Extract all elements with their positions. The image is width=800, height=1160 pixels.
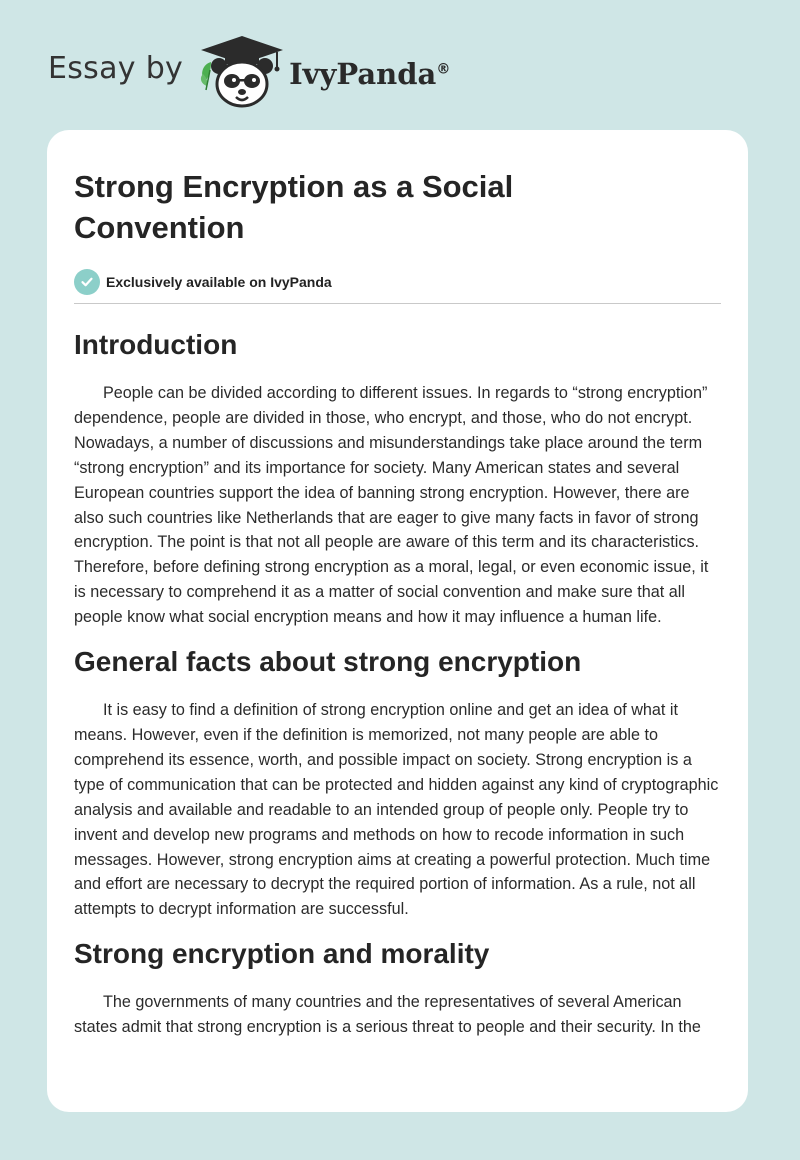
section-text-introduction: People can be divided according to different issues. In regards to “strong encryption” dependence, people are divided in those, who encrypt, and those, who do not encrypt. Nowadays, a number of discussions and misunderstandings take place around the term “strong encryption” and its importance for society. Many American states and several European countries support the idea of banning strong encryption. However, there are also such countries like Netherlands that are eager to give many facts in favor of strong encryption. The point is that not all people are aware of this term and its characteristics. Therefore, before defining strong encryption as a moral, legal, or even economic issue, it is necessary to comprehend it as a matter of social convention and make sure that all people know what social encryption means and how it may influence a human life. [74, 384, 709, 627]
panda-graduate-icon [197, 34, 287, 110]
exclusive-label: Exclusively available on IvyPanda [106, 274, 332, 290]
brand-name: IvyPanda® [289, 57, 451, 91]
title-divider [74, 303, 721, 304]
section-text-morality: The governments of many countries and the representatives of several American states admit that strong encryption is a serious threat to people and their security. In the [74, 993, 701, 1037]
essay-title: Strong Encryption as a Social Convention [74, 169, 514, 245]
section-heading-general-facts: General facts about strong encryption [74, 646, 582, 678]
check-icon [74, 269, 100, 295]
section-text-general-facts: It is easy to find a definition of strong encryption online and get an idea of what it means. However, even if the definition is memorized, not many people are able to comprehend its essence, worth, and possible impact on society. Strong encryption is a type of communication that can be protected and hidden against any kind of cryptographic analysis and available and readable to an intended group of people only. People try to invent and develop new programs and methods on how to recode information in such messages. However, strong encryption aims at creating a powerful protection. Much time and effort are necessary to decrypt the required portion of information. As a rule, not all attempts to decrypt information are successful. [74, 701, 719, 919]
exclusive-badge [74, 269, 721, 295]
site-logo[interactable] [48, 34, 450, 110]
section-heading-morality: Strong encryption and morality [74, 938, 490, 970]
brand-prefix: Essay by [48, 50, 184, 86]
essay-card [47, 130, 748, 1112]
section-heading-introduction: Introduction [74, 329, 238, 360]
